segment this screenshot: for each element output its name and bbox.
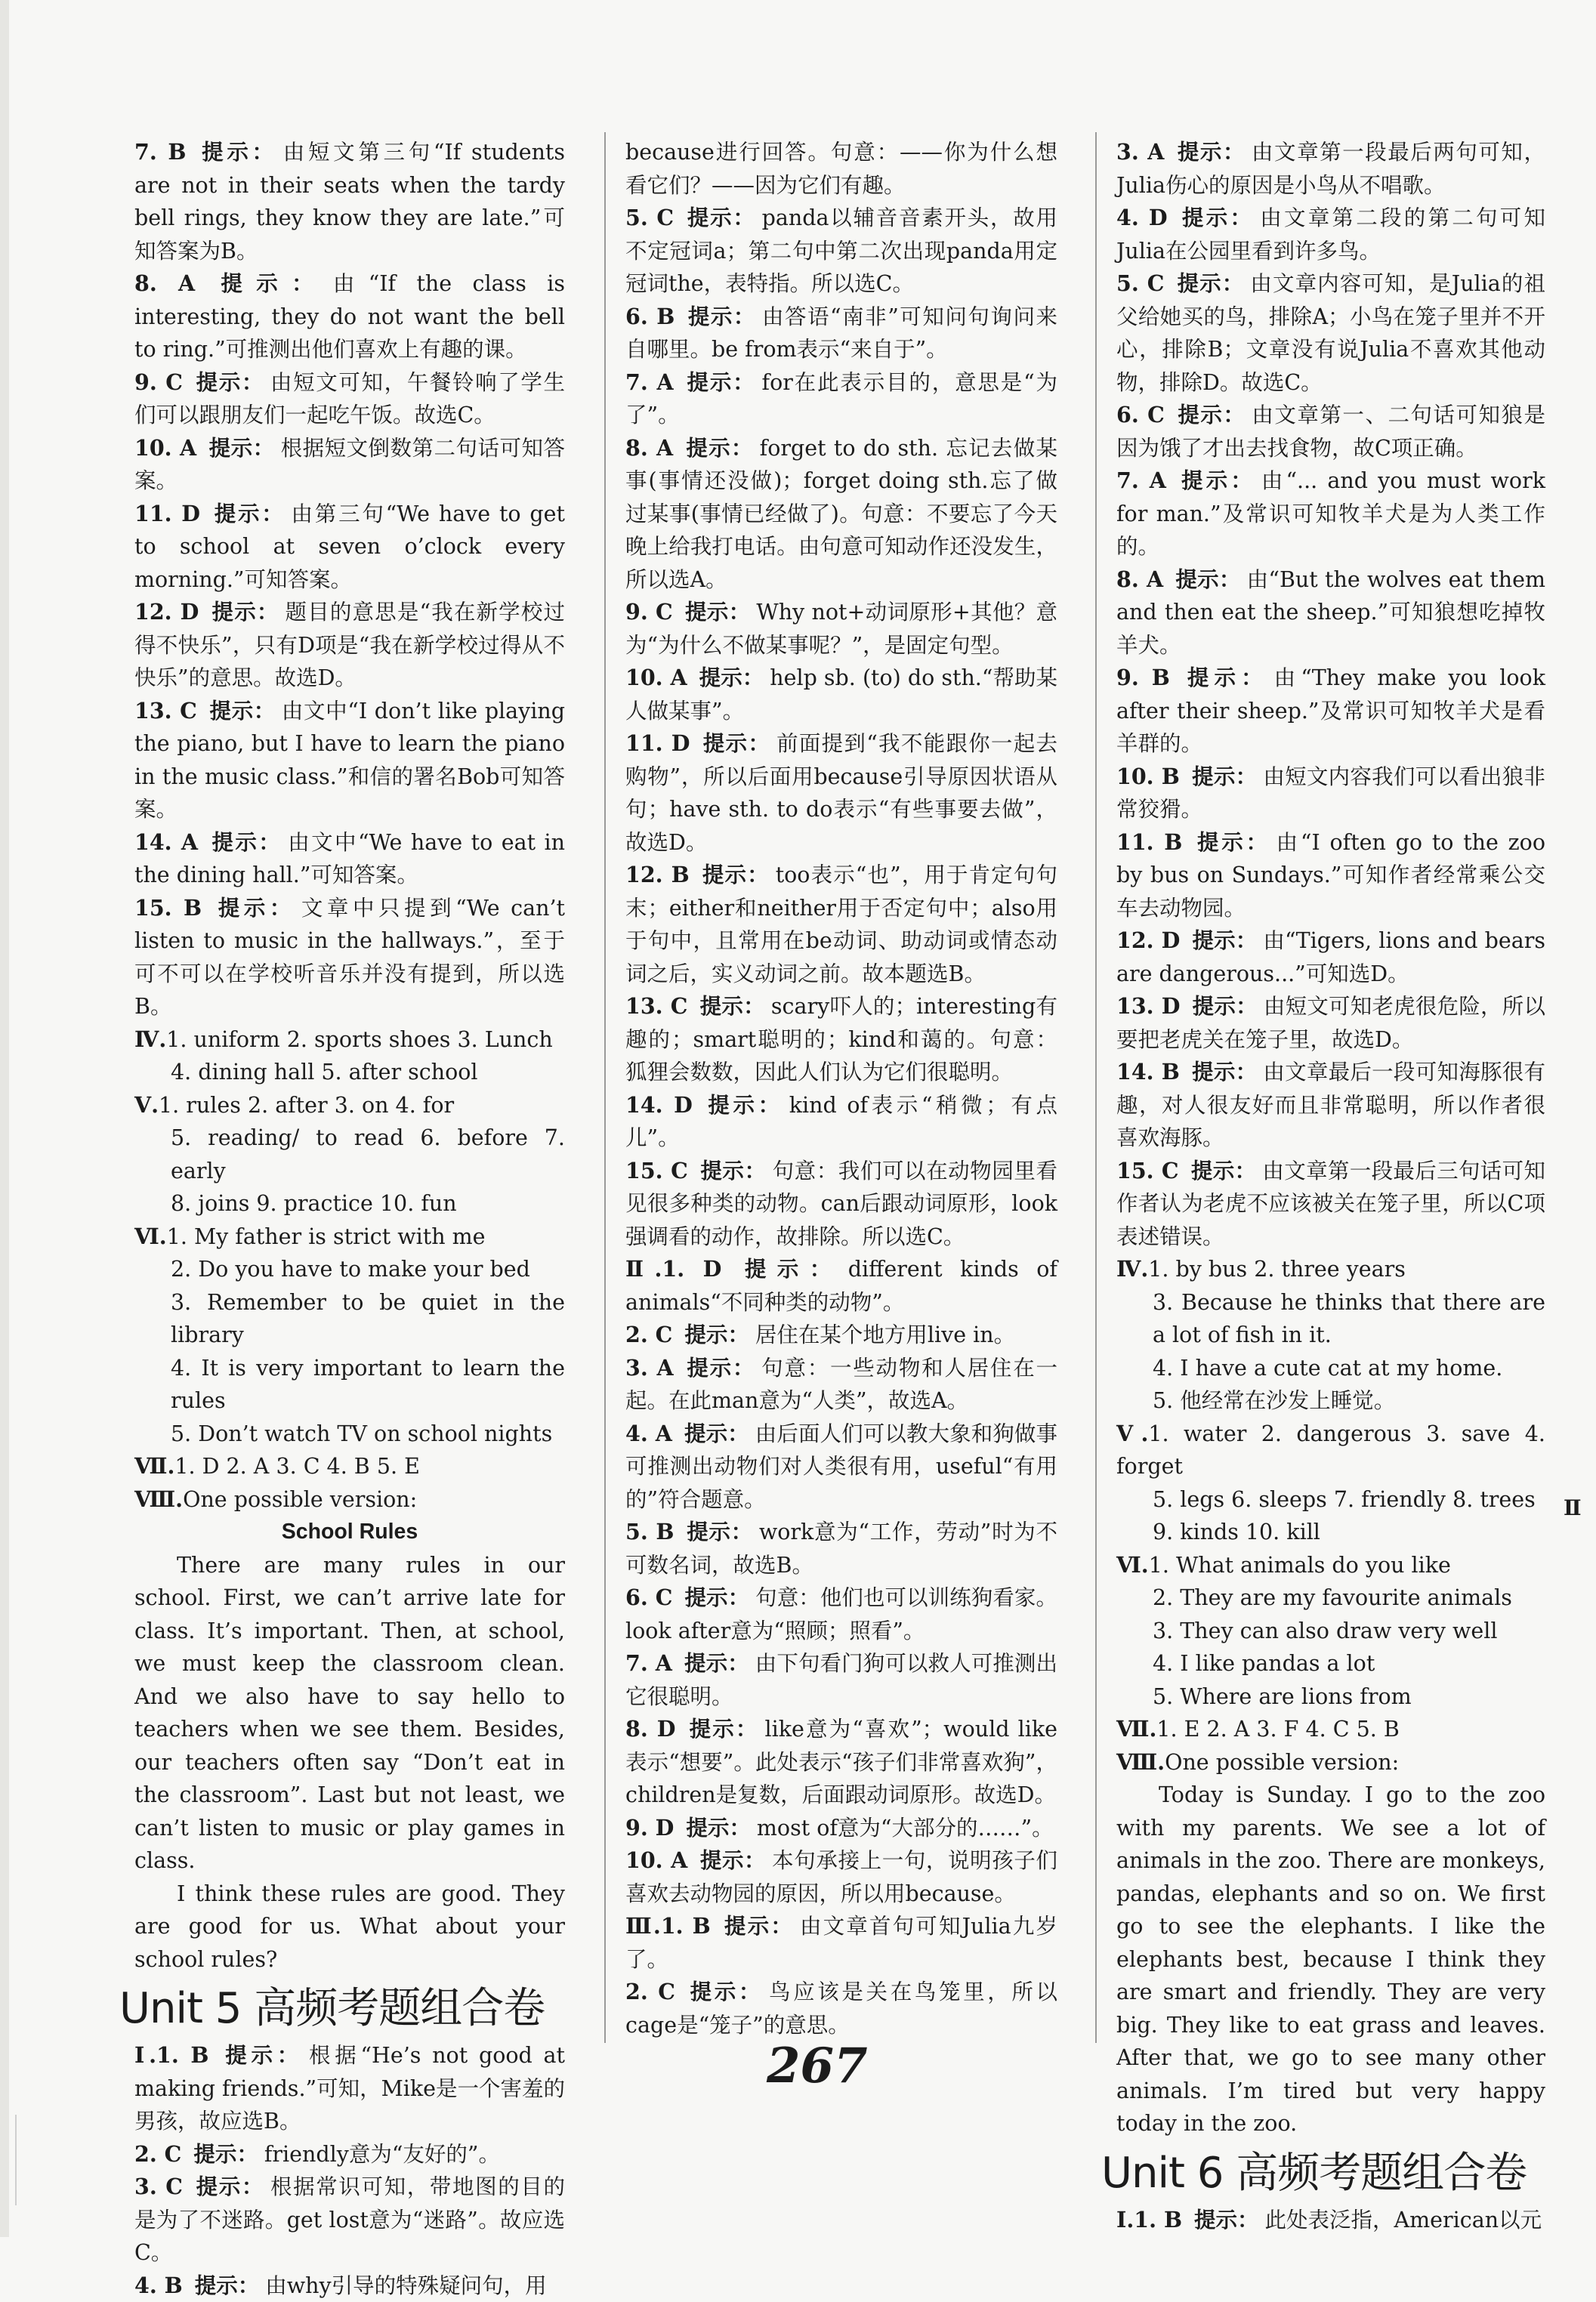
answer-line: 4. dining hall 5. after school — [134, 1056, 565, 1089]
hint-label: 提示： — [221, 2042, 303, 2068]
column-divider-2 — [1095, 132, 1097, 2043]
answer-number: 5. B — [625, 1519, 674, 1544]
answer-number: 2. C — [625, 1979, 675, 2004]
hint-label: 提示： — [733, 1256, 841, 1282]
answer-item — [134, 826, 565, 892]
section-vi: Ⅵ.1. What animals do you like — [1116, 1549, 1545, 1582]
hint-label: 提示： — [684, 1322, 749, 1347]
hint-text: different kinds of animals“不同种类的动物”。 — [625, 1257, 1057, 1315]
column-divider-1 — [604, 132, 606, 2043]
hint-label: 提示： — [1178, 467, 1255, 493]
hint-text: 此处表泛指，American以元 — [1265, 2208, 1542, 2233]
answer-number: 15. C — [1116, 1158, 1179, 1183]
answer-number: 1. B — [661, 1913, 711, 1939]
answer-number: 10. B — [1116, 764, 1180, 789]
hint-text: help sb. (to) do sth.“帮助某人做某事”。 — [625, 665, 1057, 724]
hint-label: 提示： — [685, 599, 751, 625]
unit-6-heading: Unit 6 高频考题组合卷 — [1101, 2146, 1545, 2201]
answer-item — [134, 366, 565, 432]
hint-label: 提示： — [195, 369, 264, 395]
answer-item — [625, 662, 1057, 727]
answer-line: 8. joins 9. practice 10. fun — [134, 1187, 565, 1220]
answer-item — [625, 1319, 1057, 1352]
hint-text: scary吓人的；interesting有趣的；smart聪明的；kind和蔼的。句意：狐狸会数数，因此人们认为它们很聪明。 — [625, 994, 1057, 1085]
section-label: Ⅰ. — [134, 2042, 156, 2068]
answer-list — [625, 202, 1057, 1253]
hint-label: 提示： — [1194, 829, 1270, 855]
answer-number: 13. D — [1116, 993, 1180, 1019]
hint-text: 由“But the wolves eat them and then eat the sheep.”可知狼想吃掉牧羊犬。 — [1116, 567, 1545, 658]
answer-item — [625, 1089, 1057, 1155]
answer-number: 8. A — [625, 435, 673, 461]
answer-number: 14. A — [134, 829, 198, 855]
answer-item — [625, 1976, 1057, 2041]
hint-label: 提示： — [687, 304, 756, 329]
hint-text: 本句承接上一句，说明孩子们喜欢去动物园的原因，所以用because。 — [625, 1848, 1057, 1906]
answer-number: 8. D — [625, 1716, 676, 1742]
column-1 — [134, 136, 565, 2302]
hint-text: most of意为“大部分的……”。 — [757, 1816, 1054, 1841]
hint-text: like意为“喜欢”；would like表示“想要”。此处表示“孩子们非常喜欢狗”，children是复数，后面跟动词原形。故选D。 — [625, 1717, 1057, 1807]
hint-text: 由短文内容我们可以看出狼非常狡猾。 — [1116, 764, 1545, 822]
answer-number: 6. C — [625, 1585, 672, 1610]
hint-text: work意为“工作，劳动”时为不可数名词，故选B。 — [625, 1520, 1057, 1578]
answer-item — [1116, 924, 1545, 990]
answer-item — [1116, 990, 1545, 1056]
hint-label: 提示： — [686, 369, 756, 395]
answer-item — [625, 859, 1057, 990]
answer-number: 14. D — [625, 1092, 693, 1118]
hint-label: 提示： — [1191, 1158, 1257, 1183]
hint-label: 提示： — [1194, 2207, 1259, 2233]
section-viii: Ⅷ.One possible version: — [134, 1483, 565, 1517]
answer-item — [1116, 464, 1545, 563]
hint-label: 提示： — [198, 139, 276, 165]
answer-item — [1116, 761, 1545, 826]
scan-line — [15, 2115, 17, 2205]
section-vii: Ⅶ.1. E 2. A 3. F 4. C 5. B — [1116, 1713, 1545, 1746]
answer-line: 2. They are my favourite animals — [1116, 1581, 1545, 1615]
answer-item — [1116, 826, 1545, 925]
hint-label: 提示： — [212, 501, 286, 526]
hint-text: forget to do sth. 忘记去做某事(事情还没做)；forget doing sth.忘了做过某事(事情已经做了)。句意：不要忘了今天晚上给我打电话。由句意可知动作还没发生，所以选A。 — [625, 436, 1057, 592]
answer-number: 10. A — [625, 1847, 687, 1873]
hint-text: 由why引导的特殊疑问句，用 — [265, 2273, 546, 2298]
essay-paragraph: Today is Sunday. I go to the zoo with my parents. We see a lot of animals in the zoo. There are monkeys, pandas, elephants and so on. We first go to see the elephants. I like the elephants best, because I think they are smart and friendly. They are very big. They like to eat grass and leaves. After that, we go to see many other animals. I’m tired but very happy today in the zoo. — [1116, 1779, 1545, 2140]
hint-text: 由文章第一段最后两句可知，Julia伤心的原因是小鸟从不唱歌。 — [1116, 140, 1545, 198]
hint-text: 由短文第三句“If students are not in their seats when the tardy bell rings, they know they are late.”可知答案为B。 — [134, 140, 565, 264]
answer-item — [1116, 1155, 1545, 1254]
hint-label: 提示： — [684, 1421, 749, 1446]
hint-text: 由文章第一段最后三句话可知作者认为老虎不应该被关在笼子里，所以C项表述错误。 — [1116, 1159, 1545, 1249]
hint-text: 由短文可知，午餐铃响了学生们可以跟朋友们一起吃午饭。故选C。 — [134, 370, 565, 428]
answer-number: 15. C — [625, 1158, 688, 1183]
hint-text: 由文章第二段的第二句可知Julia在公园里看到许多鸟。 — [1116, 205, 1545, 264]
answer-item — [625, 1910, 1057, 1976]
essay-paragraph: I think these rules are good. They are good for us. What about your school rules? — [134, 1878, 565, 1976]
answer-item — [1116, 202, 1545, 267]
section-label: Ⅱ. — [625, 1256, 662, 1282]
answer-number: 10. A — [134, 435, 196, 461]
section-viii: Ⅷ.One possible version: — [1116, 1746, 1545, 1779]
section-v: Ⅴ.1. rules 2. after 3. on 4. for — [134, 1089, 565, 1122]
answer-number: 3. A — [1116, 139, 1164, 165]
hint-text: 鸟应该是关在鸟笼里，所以cage是“笼子”的意思。 — [625, 1980, 1057, 2038]
answer-item — [1116, 136, 1545, 202]
answer-number: 5. C — [625, 205, 674, 230]
answer-number: 1. B — [1134, 2207, 1182, 2233]
section-vi: Ⅵ.1. My father is strict with me — [134, 1220, 565, 1254]
answer-number: 7. A — [1116, 467, 1166, 493]
section-label: Ⅰ. — [1116, 2207, 1134, 2233]
answer-line: 4. I have a cute cat at my home. — [1116, 1352, 1545, 1385]
hint-label: 提示： — [1176, 139, 1246, 165]
answer-item — [134, 432, 565, 498]
answer-item — [625, 301, 1057, 366]
hint-label: 提示： — [687, 1979, 763, 2004]
hint-label: 提示： — [207, 270, 327, 296]
section-vii: Ⅶ.1. D 2. A 3. C 4. B 5. E — [134, 1450, 565, 1483]
answer-number: 9. C — [625, 599, 673, 625]
answer-list — [134, 136, 565, 1023]
hint-label: 提示： — [1180, 205, 1255, 230]
hint-text: 文章中只提到“We can’t listen to music in the hallways.”，至于可不可以在学校听音乐并没有提到，所以选B。 — [134, 896, 565, 1020]
answer-number: 2. C — [134, 2141, 181, 2167]
answer-item — [625, 366, 1057, 432]
hint-label: 提示： — [699, 1847, 766, 1873]
hint-text: for在此表示目的，意思是“为了”。 — [625, 370, 1057, 428]
answer-item — [134, 2171, 565, 2270]
hint-label: 提示： — [193, 2141, 258, 2167]
column-2 — [625, 136, 1057, 2041]
answer-line: 3. They can also draw very well — [1116, 1615, 1545, 1648]
answer-item — [625, 202, 1057, 301]
answer-item — [134, 695, 565, 826]
hint-text: 由文章最后一段可知海豚很有趣，对人很友好而且非常聪明，所以作者很喜欢海豚。 — [1116, 1060, 1545, 1150]
answer-number: 3. C — [134, 2174, 183, 2199]
answer-number: 14. B — [1116, 1059, 1180, 1085]
answer-list — [1116, 136, 1545, 1253]
hint-text: 由“... and you must work for man.”及常识可知牧羊犬是为人类工作的。 — [1116, 468, 1545, 559]
answer-number: 6. C — [1116, 402, 1165, 427]
answer-line: 2. Do you have to make your bed — [134, 1253, 565, 1286]
hint-label: 提示： — [686, 1815, 751, 1841]
hint-label: 提示： — [210, 829, 282, 855]
answer-line: 5. Where are lions from — [1116, 1680, 1545, 1714]
hint-text: kind of表示“稍微；有点儿”。 — [625, 1093, 1057, 1151]
hint-text: 由文中“We have to eat in the dining hall.”可知答案。 — [134, 830, 565, 888]
answer-item — [625, 1418, 1057, 1517]
hint-label: 提示： — [684, 1650, 749, 1676]
hint-label: 提示： — [1175, 566, 1241, 592]
section-iii-list — [625, 1910, 1057, 2041]
hint-label: 提示： — [686, 205, 756, 230]
section-iv: Ⅳ.1. uniform 2. sports shoes 3. Lunch — [134, 1023, 565, 1057]
hint-text: friendly意为“友好的”。 — [264, 2142, 500, 2167]
answer-item — [625, 1713, 1057, 1812]
hint-label: 提示： — [209, 698, 276, 724]
answer-item — [1116, 1056, 1545, 1155]
answer-item — [134, 2039, 565, 2138]
answer-line: 4. I like pandas a lot — [1116, 1647, 1545, 1680]
answer-number: 7. A — [625, 369, 674, 395]
hint-label: 提示： — [702, 730, 771, 756]
answer-number: 11. D — [625, 730, 690, 756]
answer-number: 10. A — [625, 665, 687, 690]
answer-item — [625, 727, 1057, 859]
answer-item — [1116, 267, 1545, 399]
page-number: 267 — [767, 2038, 868, 2094]
answer-number: 9. C — [134, 369, 183, 395]
hint-label: 提示： — [208, 435, 274, 461]
hint-label: 提示： — [700, 1158, 767, 1183]
answer-item — [1116, 2204, 1545, 2237]
answer-number: 9. B — [1116, 665, 1170, 690]
unit-5-heading: Unit 5 高频考题组合卷 — [119, 1982, 565, 2036]
answer-item — [134, 267, 565, 366]
hint-label: 提示： — [211, 599, 279, 625]
answer-item — [1116, 662, 1545, 761]
hint-text: 句意：一些动物和人居住在一起。在此man意为“人类”，故选A。 — [625, 1356, 1057, 1414]
hint-text: 由文章第一、二句话可知狼是因为饿了才出去找食物，故C项正确。 — [1116, 403, 1545, 461]
hint-label: 提示： — [1176, 270, 1244, 296]
answer-item — [1116, 399, 1545, 464]
answer-number: 13. C — [134, 698, 197, 724]
column-3 — [1116, 136, 1545, 2236]
answer-number: 1. B — [156, 2042, 209, 2068]
hint-text: 前面提到“我不能跟你一起去购物”，所以后面用because引导原因状语从句；have sth. to do表示“有些事要去做”，故选D。 — [625, 731, 1057, 855]
answer-item — [625, 990, 1057, 1089]
answer-item — [134, 498, 565, 597]
hint-text: 由文章内容可知，是Julia的祖父给她买的鸟，排除A；小鸟在笼子里并不开心，排除B；文章没有说Julia不喜欢其他动物，排除D。故选C。 — [1116, 271, 1545, 395]
hint-label: 提示： — [688, 1716, 759, 1742]
hint-text: 根据“He’s not good at making friends.”可知，Mike是一个害羞的男孩，故应选B。 — [134, 2043, 565, 2134]
hint-text: 由“I often go to the zoo by bus on Sundays.”可知作者经常乘公交车去动物园。 — [1116, 830, 1545, 921]
essay-title: School Rules — [134, 1516, 565, 1549]
answer-item — [625, 432, 1057, 597]
answer-item — [625, 1844, 1057, 1910]
answer-number: 11. B — [1116, 829, 1182, 855]
hint-text: 居住在某个地方用live in。 — [755, 1322, 1015, 1347]
hint-label: 提示： — [195, 2273, 260, 2298]
answer-line: 3. Remember to be quiet in the library — [134, 1286, 565, 1352]
essay-paragraph: There are many rules in our school. First, we can’t arrive late for class. It’s important. Then, at school, we must keep the classroom clean. And we also have to say hello to teachers when we see them. Besides, our teachers often say “Don’t eat in the classroom”. Last but not least, we can’t listen to music or play games in class. — [134, 1549, 565, 1878]
answer-number: 4. A — [625, 1421, 672, 1446]
hint-text: 由答语“南非”可知问句询问来自哪里。be from表示“来自于”。 — [625, 304, 1057, 363]
answer-item — [625, 1647, 1057, 1713]
answer-line: 5. 他经常在沙发上睡觉。 — [1116, 1384, 1545, 1418]
answer-item — [625, 596, 1057, 662]
hint-label: 提示： — [1177, 402, 1246, 427]
hint-text: 由短文可知老虎很危险，所以要把老虎关在笼子里，故选D。 — [1116, 994, 1545, 1052]
answer-number: 6. B — [625, 304, 675, 329]
hint-label: 提示： — [1192, 993, 1257, 1019]
answer-number: 15. B — [134, 895, 202, 921]
answer-item — [625, 1812, 1057, 1845]
hint-text: 由“Tigers, lions and bears are dangerous...”可知选D。 — [1116, 928, 1545, 986]
hint-label: 提示： — [1192, 927, 1257, 953]
hint-label: 提示： — [723, 1913, 794, 1939]
answer-line: 5. reading/ to read 6. before 7. early — [134, 1122, 565, 1187]
answer-item — [134, 2270, 565, 2302]
answer-item — [134, 2138, 565, 2171]
answer-line: 9. kinds 10. kill — [1116, 1516, 1545, 1549]
hint-text: 由后面人们可以教大象和狗做事可推测出动物们对人类很有用，useful“有用的”符合题意。 — [625, 1421, 1057, 1512]
unit6-answer-list — [1116, 2204, 1545, 2237]
section-label: Ⅲ. — [625, 1913, 661, 1939]
section-iv: Ⅳ.1. by bus 2. three years — [1116, 1253, 1545, 1286]
answer-item — [625, 1581, 1057, 1647]
answer-item — [625, 1155, 1057, 1254]
hint-label: 提示： — [195, 2174, 264, 2199]
hint-text: 由“They make you look after their sheep.”及常识可知牧羊犬是看羊群的。 — [1116, 665, 1545, 756]
hint-label: 提示： — [699, 993, 764, 1019]
hint-text: 句意：我们可以在动物园里看见很多种类的动物。can后跟动词原形，look强调看的动作，故排除。所以选C。 — [625, 1159, 1057, 1249]
hint-label: 提示： — [685, 435, 754, 461]
hint-text: 由下句看门狗可以救人可推测出它很聪明。 — [625, 1651, 1057, 1709]
answer-line: 5. legs 6. sleeps 7. friendly 8. trees — [1116, 1483, 1545, 1517]
answer-number: 9. D — [625, 1815, 674, 1841]
section-ii-list — [625, 1253, 1057, 1910]
answer-item — [625, 1516, 1057, 1581]
answer-line: 4. It is very important to learn the rules — [134, 1352, 565, 1418]
answer-number: 7. A — [625, 1650, 672, 1676]
answer-item — [1116, 563, 1545, 662]
hint-text: 由文中“I don’t like playing the piano, but I have to learn the piano in the music class.”和信的署名Bob可知答案。 — [134, 699, 565, 822]
section-v: Ⅴ.1. water 2. dangerous 3. save 4. forget — [1116, 1418, 1545, 1483]
answer-number: 13. C — [625, 993, 687, 1019]
answer-item — [134, 596, 565, 695]
hint-text: 由“If the class is interesting, they do not want the bell to ring.”可推测出他们喜欢上有趣的课。 — [134, 271, 565, 362]
hint-text: 由文章首句可知Julia九岁了。 — [625, 1914, 1057, 1972]
hint-label: 提示： — [684, 1585, 749, 1610]
answer-item — [625, 1352, 1057, 1418]
answer-number: 3. A — [625, 1355, 674, 1381]
hint-text: Why not+动词原形+其他？意为“为什么不做某事呢？”，是固定句型。 — [625, 600, 1057, 658]
answer-line: 5. Don’t watch TV on school nights — [134, 1418, 565, 1451]
answer-number: 7. B — [134, 139, 186, 165]
hint-label: 提示： — [699, 665, 764, 690]
hint-label: 提示： — [1182, 665, 1268, 690]
hint-text: 句意：他们也可以训练狗看家。look after意为“照顾；照看”。 — [625, 1585, 1057, 1643]
answer-number: 4. D — [1116, 205, 1168, 230]
hint-text: too表示“也”，用于肯定句句末；either和neither用于否定句中；also用于句中，且常用在be动词、助动词或情态动词之后，实义动词之前。故本题选B。 — [625, 862, 1057, 986]
hint-text: panda以辅音音素开头，故用不定冠词a；第二句中第二次出现panda用定冠词the，表特指。所以选C。 — [625, 205, 1057, 296]
hint-label: 提示： — [702, 862, 770, 887]
hint-text: 根据常识可知，带地图的目的是为了不迷路。get lost意为“迷路”。故应选C。 — [134, 2174, 565, 2265]
answer-number: 2. C — [625, 1322, 672, 1347]
answer-item — [625, 1253, 1057, 1319]
hint-label: 提示： — [1192, 1059, 1258, 1085]
hint-label: 提示： — [686, 1519, 752, 1544]
hint-label: 提示： — [686, 1355, 756, 1381]
answer-number: 12. D — [1116, 927, 1180, 953]
answer-number: 5. C — [1116, 270, 1164, 296]
answer-item — [134, 892, 565, 1023]
answer-number: 4. B — [134, 2273, 183, 2298]
answer-number: 12. D — [134, 599, 199, 625]
hint-label: 提示： — [214, 895, 295, 921]
hint-text: 题目的意思是“我在新学校过得不快乐”，只有D项是“我在新学校过得从不快乐”的意思。故选D。 — [134, 600, 565, 690]
answer-number: 1. D — [662, 1256, 721, 1282]
hint-label: 提示： — [1192, 764, 1258, 789]
page-edge — [0, 0, 9, 2237]
answer-line: 3. Because he thinks that there are a lot of fish in it. — [1116, 1286, 1545, 1352]
hint-text: 根据短文倒数第二句话可知答案。 — [134, 436, 565, 494]
answer-number: 8. A — [1116, 566, 1163, 592]
answer-number: 11. D — [134, 501, 200, 526]
hint-label: 提示： — [705, 1092, 783, 1118]
answer-number: 8. A — [134, 270, 195, 296]
answer-item — [134, 136, 565, 267]
side-mark: Ⅱ — [1564, 1495, 1582, 1520]
unit5-answer-list — [134, 2039, 565, 2302]
hint-text: 由第三句“We have to get to school at seven o’clock every morning.”可知答案。 — [134, 501, 565, 592]
continued-text: because进行回答。句意：——你为什么想看它们？——因为它们有趣。 — [625, 136, 1057, 202]
answer-number: 12. B — [625, 862, 690, 887]
